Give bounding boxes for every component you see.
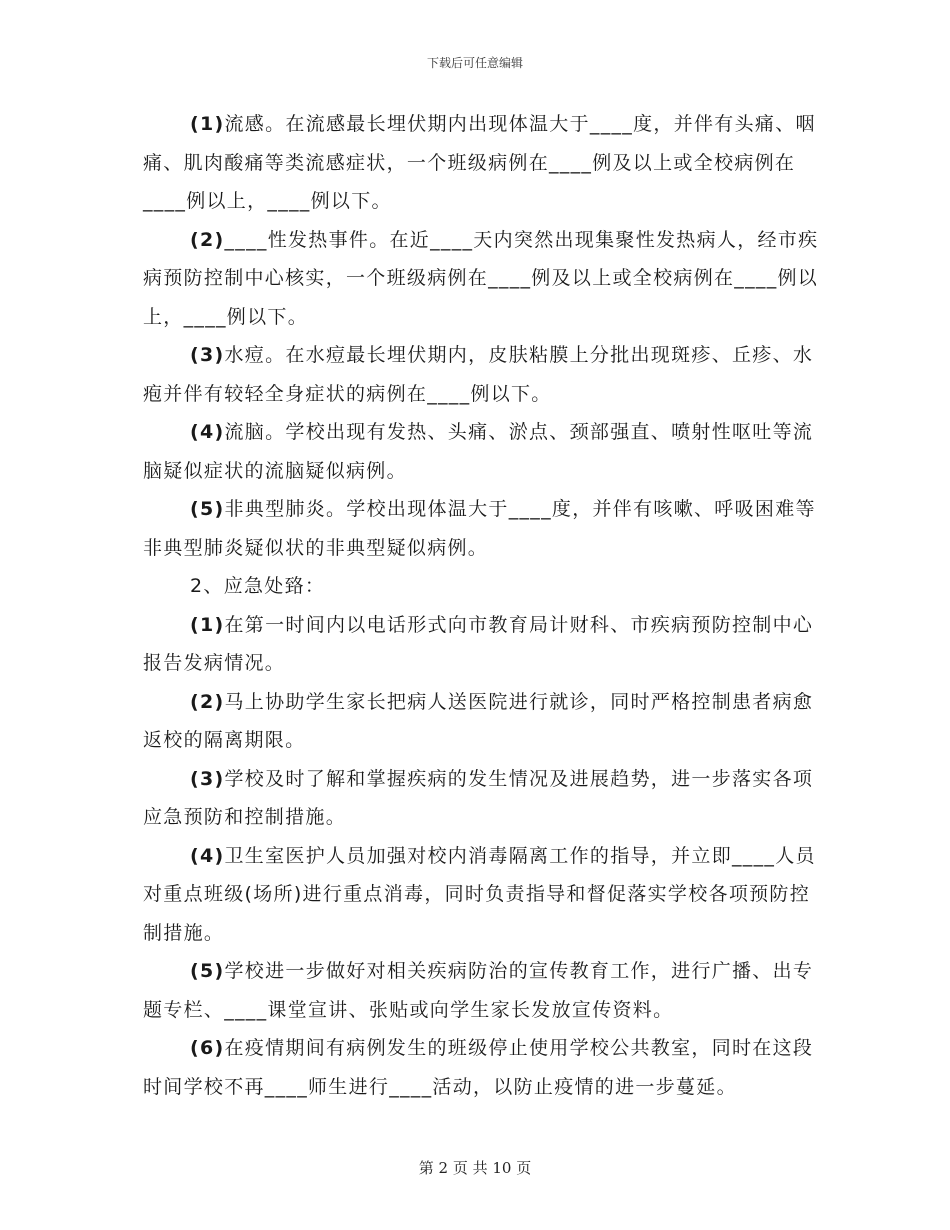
item-number: (5) (190, 960, 225, 982)
paragraph-5 (143, 490, 823, 567)
document-body (143, 105, 823, 1106)
item-number: (2) (190, 228, 225, 251)
item-number: (1) (190, 613, 225, 636)
paragraph-9 (143, 837, 823, 953)
paragraph-1 (143, 105, 823, 221)
paragraph-text: 非典型肺炎。学校出现体温大于____度，并伴有咳嗽、呼吸困难等非典型肺炎疑似状的非典型疑似病例。 (143, 498, 816, 559)
paragraph-10 (143, 952, 823, 1029)
item-number: (4) (190, 844, 225, 867)
item-number: (6) (190, 1037, 225, 1059)
paragraph-text: 马上协助学生家长把病人送医院进行就诊，同时严格控制患者病愈返校的隔离期限。 (143, 690, 814, 751)
paragraph-text: 学校及时了解和掌握疾病的发生情况及进展趋势，进一步落实各项应急预防和控制措施。 (143, 767, 814, 828)
paragraph-4 (143, 413, 823, 490)
item-number: (3) (190, 344, 225, 366)
paragraph-7 (143, 683, 823, 760)
paragraph-text: 2、应急处臵： (190, 575, 326, 597)
paragraph-text: 学校进一步做好对相关疾病防治的宣传教育工作，进行广播、出专题专栏、____课堂宣讲、张贴或向学生家长发放宣传资料。 (143, 960, 814, 1021)
paragraph-text: 流脑。学校出现有发热、头痛、淤点、颈部强直、喷射性呕吐等流脑疑似症状的流脑疑似病例。 (143, 421, 814, 482)
item-number: (3) (190, 767, 225, 790)
page-header-note: 下载后可任意编辑 (426, 56, 523, 70)
item-number: (4) (190, 421, 225, 443)
item-number: (1) (190, 113, 225, 135)
paragraph-text: 在第一时间内以电话形式向市教育局计财科、市疾病预防控制中心报告发病情况。 (143, 613, 814, 674)
paragraph-6 (143, 606, 823, 683)
paragraph-3 (143, 336, 823, 413)
item-number: (2) (190, 690, 225, 713)
page-footer-number: 第 2 页 共 10 页 (418, 1159, 532, 1177)
paragraph-11 (143, 1029, 823, 1106)
paragraph-2 (143, 221, 823, 337)
paragraph-text: 在疫情期间有病例发生的班级停止使用学校公共教室，同时在这段时间学校不再____师生进行____活动，以防止疫情的进一步蔓延。 (143, 1037, 814, 1098)
paragraph-8 (143, 760, 823, 837)
paragraph-text: 水痘。在水痘最长埋伏期内，皮肤粘膜上分批出现斑疹、丘疹、水疱并伴有较轻全身症状的病例在____例以下。 (143, 344, 814, 405)
section-heading (143, 567, 823, 606)
paragraph-text: 流感。在流感最长埋伏期内出现体温大于____度，并伴有头痛、咽痛、肌肉酸痛等类流感症状，一个班级病例在____例及以上或全校病例在____例以上，____例以下。 (143, 113, 816, 212)
paragraph-text: 卫生室医护人员加强对校内消毒隔离工作的指导，并立即____人员对重点班级(场所)进行重点消毒，同时负责指导和督促落实学校各项预防控制措施。 (143, 844, 816, 944)
item-number: (5) (190, 498, 225, 520)
paragraph-text: ____性发热事件。在近____天内突然出现集聚性发热病人，经市疾病预防控制中心核实，一个班级病例在____例及以上或全校病例在____例以上，____例以下。 (143, 228, 819, 328)
